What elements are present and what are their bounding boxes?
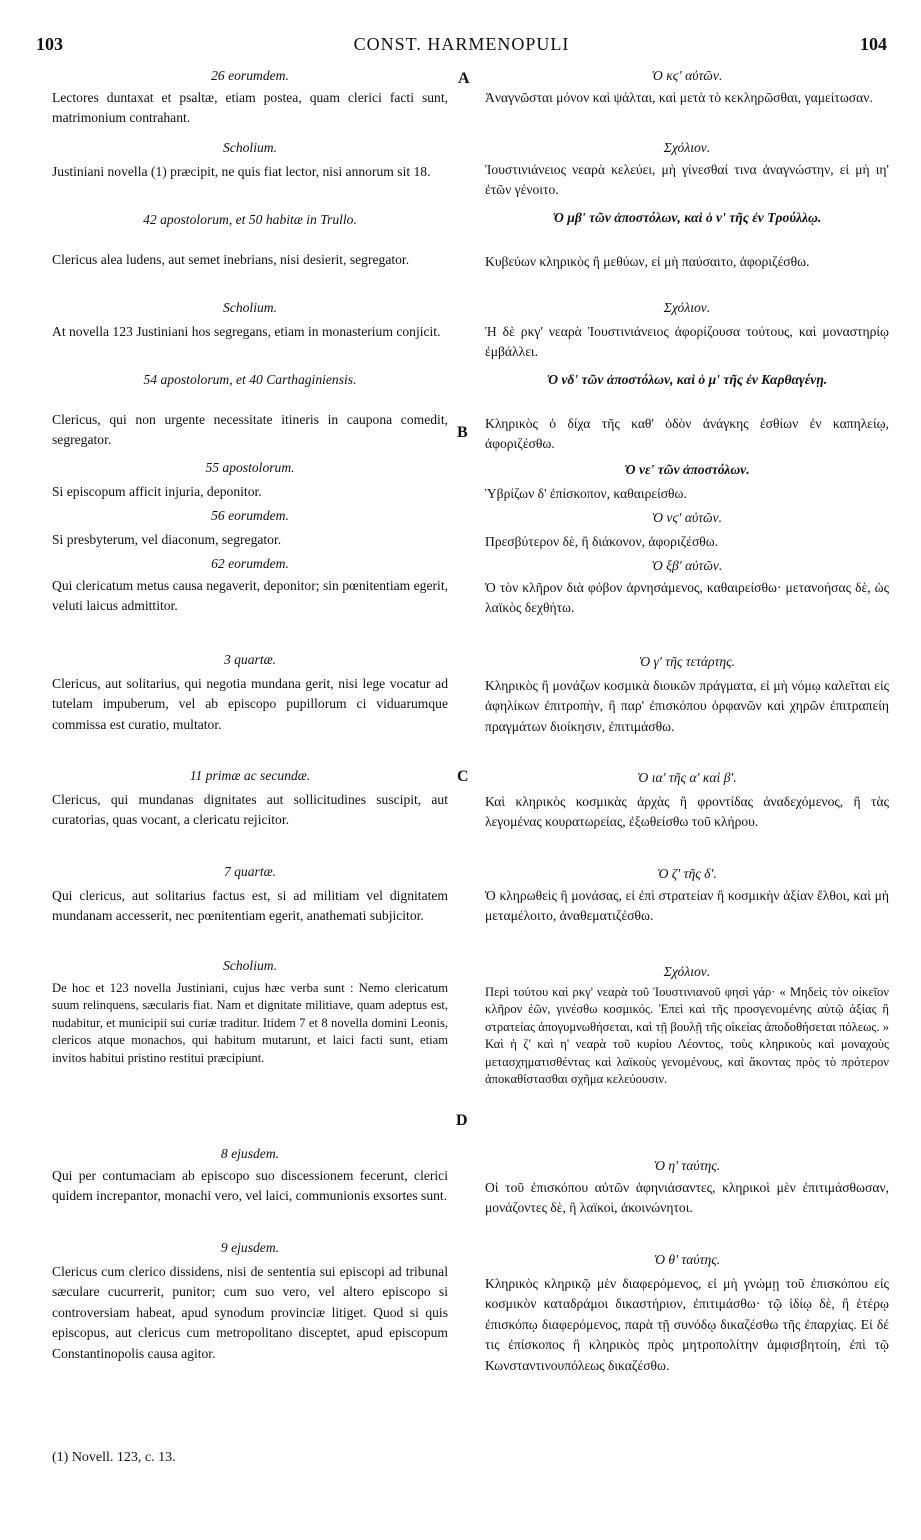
rule-heading: Ὁ νε' τῶν ἀποστόλων. — [624, 462, 750, 477]
rule-heading: Ὁ ζ' τῆς δ'. — [657, 866, 717, 881]
rule-heading: Ὁ μβ' τῶν ἀποστόλων, καὶ ὁ ν' τῆς ἐν Τρούλλῳ. — [552, 210, 822, 225]
rule-heading: 8 ejusdem. — [220, 1146, 280, 1161]
footnote: (1) Novell. 123, c. 13. — [52, 1450, 176, 1465]
rule-text: Ὁ κληρωθεὶς ἢ μονάσας, εἰ ἐπὶ στρατείαν ἢ κοσμικὴν ἀξίαν ἔλθοι, καὶ μὴ μεταμέλοιτο, ἀναθεματιζέσθω. — [485, 888, 889, 924]
scholium-heading: Scholium. — [223, 958, 277, 973]
rule-text: Ὁ τὸν κλῆρον διὰ φόβον ἀρνησάμενος, καθαιρείσθω· μετανοήσας δὲ, ὡς λαϊκὸς δεχθήτω. — [485, 580, 889, 616]
scholium-heading: Σχόλιον. — [663, 300, 711, 315]
rule-text: Clericus cum clerico dissidens, nisi de sententia sui episcopi ad tribunal sæculare cucurrerit, punitor; cum suo vero, vel altero episcopo si controversiam habeat, apud synodum provinciæ litiget. Quod si quis episcopus, aut clericus cum metropolitano disceptet, apud episcopum Constantinopolis causa agitor. — [52, 1264, 448, 1361]
rule-heading: Ὁ κϛ' αὐτῶν. — [651, 68, 723, 83]
rule-heading: 9 ejusdem. — [220, 1240, 280, 1255]
rule-text: Καὶ κληρικὸς κοσμικὰς ἀρχὰς ἢ φροντίδας ἀναδεχόμενος, ἢ τὰς λεγομένας κουρατωρείας, ἐξωθείσθω τοῦ κλήρου. — [485, 794, 889, 830]
rule-text: Κυβεύων κληρικὸς ἢ μεθύων, εἰ μὴ παύσαιτο, ἀφοριζέσθω. — [485, 254, 810, 269]
scholium-heading: Σχόλιον. — [663, 140, 711, 155]
scholium-heading: Σχόλιον. — [663, 964, 711, 979]
rule-text: Οἱ τοῦ ἐπισκόπου αὐτῶν ἀφηνιάσαντες, κληρικοὶ μὲν ἐπιτιμάσθωσαν, μονάζοντες δὲ, ἢ λαϊκοὶ, ἀκοινώνητοι. — [485, 1180, 889, 1216]
rule-heading: 3 quartæ. — [223, 652, 277, 667]
rule-text: Clericus, qui mundanas dignitates aut sollicitudines suscipit, aut curatorias, quas vocant, a clericatu rejicitor. — [52, 792, 448, 828]
rule-text: Ἀναγνῶσται μόνον καὶ ψάλται, καὶ μετὰ τὸ κεκληρῶσθαι, γαμείτωσαν. — [485, 90, 873, 105]
scholium-text: At novella 123 Justiniani hos segregans, etiam in monasterium conjicit. — [52, 324, 441, 339]
rule-heading: Ὁ η' ταύτης. — [653, 1158, 721, 1173]
running-title: CONST. HARMENOPULI — [353, 34, 570, 54]
rule-text: Si presbyterum, vel diaconum, segregator. — [52, 532, 282, 547]
rule-heading: 26 eorumdem. — [211, 68, 289, 83]
rule-heading: Ὁ ξβ' αὐτῶν. — [651, 558, 723, 573]
rule-text: Clericus, qui non urgente necessitate itineris in caupona comedit, segregator. — [52, 412, 448, 448]
rule-heading: 42 apostolorum, et 50 habitæ in Trullo. — [143, 212, 357, 227]
margin-marker-d: D — [456, 1112, 468, 1129]
rule-heading: Ὁ νδ' τῶν ἀποστόλων, καὶ ὁ μ' τῆς ἐν Καρθαγένῃ. — [546, 372, 828, 387]
page-header — [36, 34, 887, 58]
rule-text: Κληρικὸς κληρικῷ μὲν διαφερόμενος, εἰ μὴ γνώμῃ τοῦ ἐπισκόπου εἰς κοσμικὸν καταδράμοι δικαστήριον, ἐπιτιμάσθω· τῷ ἰδίῳ δὲ, ἢ ἑτέρῳ ἐπισκόπῳ διαφερόμενος, παρὰ τῇ συνόδῳ δικαζέσθω τῆς ἐπαρχίας. Εἰ δέ τις ἐπίσκοπος ἢ κληρικὸς πρὸς μητροπολίτην ἀμφισβητοίη, ἐπὶ τῷ Κωνσταντινουπόλεως δικαζέσθω. — [485, 1276, 889, 1373]
scholium-text: Ἡ δὲ ρκγ' νεαρὰ Ἰουστινιάνειος ἀφορίζουσα τούτους, καὶ μοναστηρίῳ ἐμβάλλει. — [485, 324, 889, 360]
rule-text: Clericus alea ludens, aut semet inebrians, nisi desierit, segregator. — [52, 252, 410, 267]
scholium-text: Περὶ τούτου καὶ ρκγ' νεαρὰ τοῦ Ἰουστινιανοῦ φησὶ γάρ· « Μηδεὶς τὸν οἰκεῖον κλῆρον ἐῶν, γινέσθω κοσμικός. Ἐπεὶ καὶ τῆς προσγενομένης αὐτῷ ἀξίας ἢ στρατείας ἀπογυμνωθήσεται, καὶ τῇ βουλῇ τῆς οἰκείας ἀποδοθήσεται πόλεως. » Καὶ ἡ ζ' καὶ η' νεαρὰ τοῦ κυρίου Λέοντος, τοὺς κληρικοὺς καὶ μοναχοὺς μετασχηματισθέντας καὶ λαϊκοὺς γενομένους, καὶ ἄκοντας πρὸς τὸ πρότερον ἀποκαθίστασθαι σχῆμα κελεύουσιν. — [485, 985, 889, 1087]
rule-text: Qui clericatum metus causa negaverit, deponitor; sin pœnitentiam egerit, veluti laicus admittitor. — [52, 578, 448, 614]
rule-text: Clericus, aut solitarius, qui negotia mundana gerit, nisi lege vocatur ad tutelam impuberum, vel ab episcopo pupillorum ci viduarumque commissa est curatio, multator. — [52, 676, 448, 732]
rule-heading: 62 eorumdem. — [211, 556, 289, 571]
rule-text: Κληρικὸς ἢ μονάζων κοσμικὰ διοικῶν πράγματα, εἰ μὴ νόμῳ καλεῖται εἰς ἀφηλίκων ἐπιτροπὴν, ἢ παρ' ἐπισκόπου ὀρφανῶν καὶ χηρῶν ἐπιτραπείη πραγμάτων διοίκησιν, ἐπιτιμάσθω. — [485, 678, 889, 734]
rule-text: Qui per contumaciam ab episcopo suo discessionem fecerunt, clerici quidem increpantor, monachi vero, vel laici, communionis exsortes sunt. — [52, 1168, 448, 1204]
rule-heading: 7 quartæ. — [223, 864, 277, 879]
rule-text: Qui clericus, aut solitarius factus est, si ad militiam vel dignitatem mundanam accesserit, nec pœnitentiam egerit, anathemati subjicitor. — [52, 888, 448, 924]
rule-text: Lectores duntaxat et psaltæ, etiam postea, quam clerici facti sunt, matrimonium contrahant. — [52, 90, 448, 126]
left-page-number: 103 — [36, 34, 63, 54]
margin-marker-a: A — [458, 70, 470, 87]
rule-heading: Ὁ ια' τῆς α' καὶ β'. — [637, 770, 737, 785]
margin-marker-c: C — [457, 768, 469, 785]
rule-heading: 55 apostolorum. — [205, 460, 295, 475]
scholium-text: Justiniani novella (1) præcipit, ne quis fiat lector, nisi annorum sit 18. — [52, 164, 431, 179]
right-page-number: 104 — [860, 34, 887, 54]
scholium-text: Ἰουστινιάνειος νεαρὰ κελεύει, μὴ γίνεσθαί τινα ἀναγνώστην, εἰ μὴ ιη' ἐτῶν γένοιτο. — [485, 162, 889, 198]
rule-heading: Ὁ νϛ' αὐτῶν. — [651, 510, 723, 525]
rule-heading: Ὁ θ' ταύτης. — [653, 1252, 721, 1267]
rule-text: Ὑβρίζων δ' ἐπίσκοπον, καθαιρείσθω. — [485, 486, 687, 501]
rule-heading: Ὁ γ' τῆς τετάρτης. — [639, 654, 735, 669]
margin-marker-b: B — [457, 424, 468, 441]
scholium-heading: Scholium. — [223, 140, 277, 155]
rule-heading: 56 eorumdem. — [211, 508, 289, 523]
rule-text: Κληρικὸς ὁ δίχα τῆς καθ' ὁδὸν ἀνάγκης ἐσθίων ἐν καπηλείῳ, ἀφοριζέσθω. — [485, 416, 889, 452]
scholium-text: De hoc et 123 novella Justiniani, cujus hæc verba sunt : Nemo clericatum suum relinquens, sæcularis fiat. Nam et dignitate militiave, quam adeptus est, nudabitur, et municipii sui curiæ traditur. Itidem 7 et 8 novella domini Leonis, clericos atque monachos, qui habitum mutarunt, et laici facti sunt, etiam invitos habitui pristino restitui præcipiunt. — [52, 981, 448, 1065]
rule-text: Πρεσβύτερον δὲ, ἢ διάκονον, ἀφοριζέσθω. — [485, 534, 719, 549]
scholium-heading: Scholium. — [223, 300, 277, 315]
rule-text: Si episcopum afficit injuria, deponitor. — [52, 484, 262, 499]
rule-heading: 54 apostolorum, et 40 Carthaginiensis. — [143, 372, 357, 387]
rule-heading: 11 primæ ac secundæ. — [189, 768, 311, 783]
